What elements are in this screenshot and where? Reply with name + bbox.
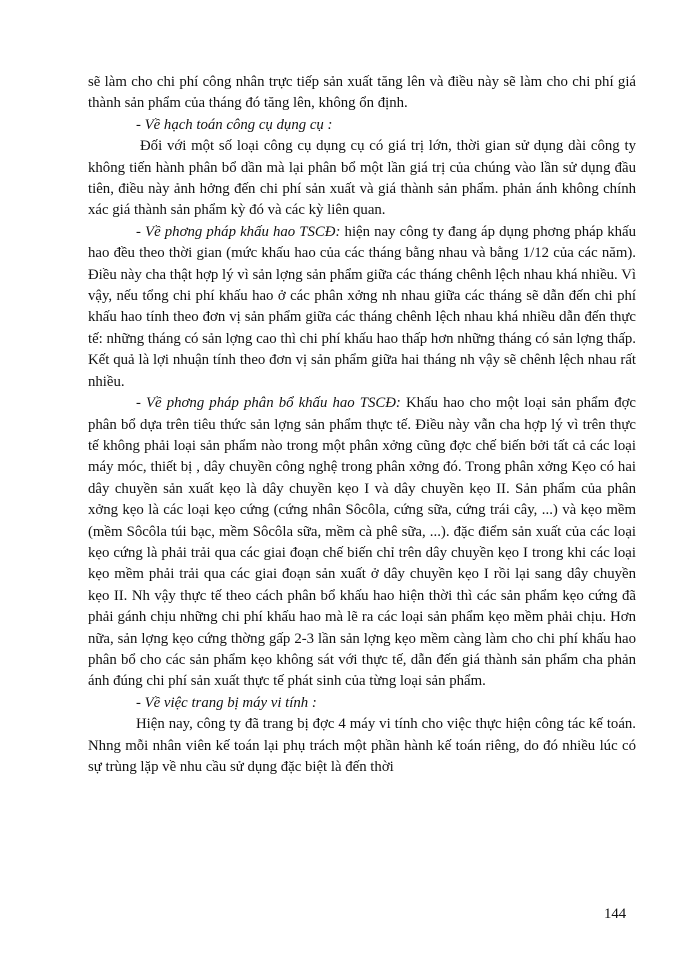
paragraph-body: Khấu hao cho một loại sản phẩm đợc phân bổ dựa trên tiêu thức sản lợng sản phẩm thực tế. Điều này vẫn cha hợp lý vì trên thực tế không phải loại sản phẩm nào trong một phân xởng cũng đợc chế biến bởi tất cả các loại máy móc, thiết bị , dây chuyền công nghệ trong phân xởng đó. Trong phân xởng Kẹo có hai dây chuyền sản xuất kẹo là dây chuyền kẹo I và dây chuyền kẹo II. Sản phẩm của phân xởng kẹo là các loại kẹo cứng (cứng nhân Sôcôla, cứng sữa, cứng trái cây, ...) và kẹo mềm (mềm Sôcôla túi bạc, mềm Sôcôla sữa, mềm cà phê sữa, ...). đặc điểm sản xuất của các loại kẹo cứng là phải trải qua các giai đoạn chế biến chỉ trên dây chuyền kẹo I trong khi các loại kẹo mềm phải trải qua các giai đoạn sản xuất ở dây chuyền kẹo I rồi lại sang dây chuyền kẹo II. Nh vậy thực tế theo cách phân bổ khấu hao hiện thời thì các sản phẩm kẹo cứng đã phải gánh chịu những chi phí khấu hao mà lẽ ra các loại sản phẩm kẹo mềm phải chịu. Hơn nữa, sản lợng kẹo cứng thờng gấp 2-3 lần sản lợng kẹo mềm càng làm cho chi phí khấu hao phân bổ cho các sản phẩm kẹo không sát với thực tế, dẫn đến giá thành sản phẩm cha phản ánh đúng chi phí sản xuất thực tế phát sinh của từng loại sản phẩm. [88, 395, 636, 690]
paragraph-tool-accounting: Đối với một số loại công cụ dụng cụ có giá trị lớn, thời gian sử dụng dài công ty không tiến hành phân bổ dần mà lại phân bổ một lần giá trị của chúng vào lần sử dụng đầu tiên, điều này ảnh hởng đến chi phí sản xuất và giá thành sản phẩm. phản ánh không chính xác giá thành sản phẩm kỳ đó và các kỳ liên quan. [88, 138, 636, 219]
paragraph-body: hiện nay công ty đang áp dụng phơng pháp khấu hao đều theo thời gian (mức khấu hao của các tháng bằng nhau và bằng 1/12 của các năm). Điều này cha thật hợp lý vì sản lợng sản phẩm giữa các tháng chênh lệch nhau khá nhiều. Vì vậy, nếu tổng chi phí khấu hao ở các phân xởng nh nhau giữa các tháng sẽ dẫn đến chi phí khấu hao tính theo đơn vị sản phẩm giữa các tháng chênh lệch nhau khá nhiều dẫn đến thực tế: những tháng có sản lợng cao thì chi phí khấu hao thấp hơn những tháng có sản lợng thấp. Kết quả là lợi nhuận tính theo đơn vị sản phẩm giữa hai tháng nh vậy sẽ chênh lệch nhau rất nhiều. [88, 223, 637, 390]
heading-text: - Về phơng pháp khấu hao TSCĐ: [136, 223, 341, 240]
heading-text: - Về hạch toán công cụ dụng cụ : [136, 116, 333, 133]
paragraph-computer-equipment: Hiện nay, công ty đã trang bị đợc 4 máy vi tính cho việc thực hiện công tác kế toán. Nhng mỗi nhân viên kế toán lại phụ trách một phần hành kế toán riêng, do đó nhiều lúc có sự trùng lặp về nhu cầu sử dụng đặc biệt là đến thời [88, 716, 636, 775]
heading-text: - Về việc trang bị máy vi tính : [136, 694, 317, 711]
paragraph-continuation: sẽ làm cho chi phí công nhân trực tiếp sản xuất tăng lên và điều này sẽ làm cho chi phí giá thành sản phẩm của tháng đó tăng lên, không ổn định. [88, 74, 636, 112]
paragraph-depreciation-method [88, 222, 636, 393]
heading-tool-accounting [88, 115, 636, 136]
page-number: 144 [604, 906, 627, 922]
document-page [88, 72, 636, 778]
paragraph-depreciation-allocation [88, 393, 636, 693]
heading-text: - Về phơng pháp phân bổ khấu hao TSCĐ: [136, 395, 401, 412]
heading-computer-equipment [88, 693, 636, 714]
